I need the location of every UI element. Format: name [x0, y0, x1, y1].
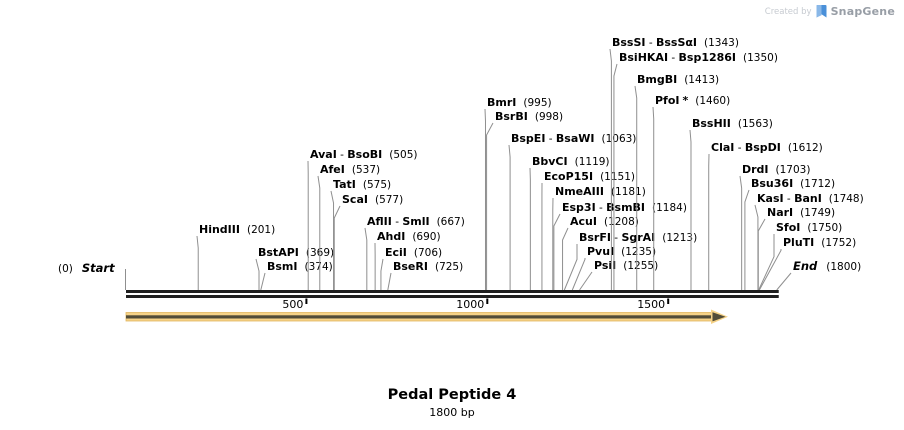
enzyme-label: AflII - SmlI (667) [367, 215, 465, 228]
leader-line [755, 205, 758, 290]
enzyme-label: Esp3I - BsmBI (1184) [562, 201, 687, 214]
sequence-length: 1800 bp [429, 406, 475, 420]
tick-label: 1500 [637, 298, 666, 311]
enzyme-label: BsiHKAI - Bsp1286I (1350) [619, 51, 778, 64]
leader-line [197, 236, 198, 290]
created-by-label: Created by [764, 6, 812, 17]
enzyme-site-sfoi [759, 221, 843, 290]
enzyme-label: BssHII (1563) [692, 117, 773, 130]
enzyme-site-psii [580, 259, 659, 290]
enzyme-label: KasI - BanI (1748) [757, 192, 864, 205]
ruler-tick-1000 [456, 298, 488, 311]
start-label: (0) Start [58, 261, 115, 275]
sequence-backbone-bottom [126, 295, 779, 298]
end-label-group [793, 259, 861, 273]
start-label-group [58, 261, 115, 275]
enzyme-label: PsiI (1255) [594, 259, 659, 272]
end-label: End (1800) [793, 259, 862, 273]
leader-line [331, 191, 334, 290]
arrow-core-line [126, 315, 714, 318]
feature-arrow [126, 310, 728, 325]
leader-line [334, 206, 340, 290]
enzyme-label: AfeI (537) [320, 163, 381, 176]
leader-line [690, 130, 691, 290]
enzyme-label: AhdI (690) [377, 230, 441, 243]
enzyme-label: PluTI (1752) [783, 236, 857, 249]
leader-line [740, 176, 742, 290]
leader-line [261, 273, 265, 290]
tick-label: 1000 [456, 298, 485, 311]
leader-line [563, 228, 568, 290]
enzyme-label: AcuI (1208) [570, 215, 639, 228]
leader-line [759, 249, 781, 290]
snapgene-brand-label: SnapGene [830, 5, 895, 18]
leader-line [509, 145, 510, 290]
leader-line [580, 272, 592, 290]
ruler-tick-1500 [637, 298, 669, 311]
tick-mark [305, 299, 307, 305]
enzyme-label: ClaI - BspDI (1612) [711, 141, 823, 154]
leader-line [256, 259, 259, 290]
enzyme-label: BsmI (374) [267, 260, 333, 273]
enzyme-label: Bsu36I (1712) [751, 177, 836, 190]
enzyme-site-bseri [388, 260, 463, 290]
leader-line [365, 228, 367, 290]
enzyme-label: SfoI (1750) [776, 221, 843, 234]
leader-line [388, 273, 391, 290]
sequence-title: Pedal Peptide 4 [387, 387, 517, 403]
enzyme-label: EcoP15I (1151) [544, 170, 635, 183]
leader-line [759, 234, 774, 290]
tick-label: 500 [282, 298, 304, 311]
snapgene-watermark [765, 5, 895, 18]
snapgene-logo-icon [816, 5, 827, 18]
enzyme-label: ScaI (577) [342, 193, 404, 206]
enzyme-label: EciI (706) [385, 246, 443, 259]
enzyme-label: BbvCI (1119) [532, 155, 610, 168]
leader-line [745, 190, 749, 290]
enzyme-label: BspEI - BsaWI (1063) [511, 132, 637, 145]
enzyme-label: BmrI (995) [487, 96, 552, 109]
leader-line [554, 214, 560, 290]
enzyme-label: PvuI (1235) [587, 245, 657, 258]
tick-mark [486, 299, 488, 305]
enzyme-label: HindIII (201) [199, 223, 276, 236]
enzyme-label: DrdI (1703) [742, 163, 811, 176]
enzyme-label: BmgBI (1413) [637, 73, 720, 86]
ruler-tick-500 [282, 298, 307, 311]
tick-mark [667, 299, 669, 305]
enzyme-label: PfoI * (1460) [655, 94, 731, 107]
map-title-block [0, 387, 904, 419]
enzyme-label: BssSI - BssSαI (1343) [612, 36, 739, 49]
end-marker-line [777, 273, 791, 290]
enzyme-label: BseRI (725) [393, 260, 464, 273]
enzyme-label: TatI (575) [333, 178, 392, 191]
enzyme-label: BstAPI (369) [258, 246, 335, 259]
sequence-backbone-top [126, 290, 779, 293]
leader-line [487, 123, 493, 290]
enzyme-label: NarI (1749) [767, 206, 836, 219]
enzyme-label: BsrFI - SgrAI (1213) [579, 231, 698, 244]
enzyme-site-bsmi [261, 260, 333, 290]
enzyme-label: BsrBI (998) [495, 110, 564, 123]
enzyme-label: NmeAIII (1181) [555, 185, 646, 198]
enzyme-label: AvaI - BsoBI (505) [310, 148, 418, 161]
leader-line [381, 259, 383, 290]
